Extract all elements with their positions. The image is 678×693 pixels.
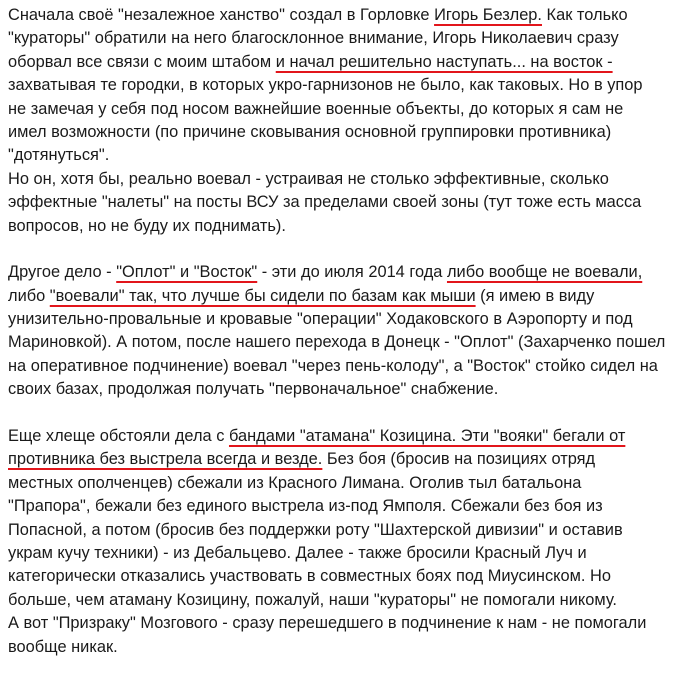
paragraph-gap [8,402,674,425]
text-segment: Но он, хотя бы, реально воевал - устраивая не столько эффективные, сколько [8,169,609,188]
text-segment: Мариновкой). А потом, после нашего перехода в Донецк - "Оплот" (Захарченко пошел [8,333,666,352]
text-line [8,4,674,27]
text-line [8,565,674,588]
text-segment: "кураторы" обратили на него благосклонное внимание, Игорь Николаевич сразу [8,29,619,48]
article-text [8,4,674,659]
paragraph [8,261,674,401]
text-line [8,612,674,635]
highlighted-phrase: либо вообще не воевали, [446,263,643,282]
highlighted-phrase: "Оплот" и "Восток" [116,263,258,282]
text-segment: А вот "Призраку" Мозгового - сразу перешедшего в подчинение к нам - не помогали [8,614,647,633]
text-line [8,425,674,448]
text-segment: местных ополченцев) сбежали из Красного Лимана. Оголив тыл батальона [8,473,582,492]
text-segment: "Прапора", бежали без единого выстрела из-под Ямполя. Сбежали без боя из [8,497,603,516]
text-line [8,261,674,284]
text-line [8,74,674,97]
text-segment: Без боя (бросив на позициях отряд [322,450,596,469]
text-segment: не замечая у себя под носом важнейшие военные объекты, до которых я сам не [8,99,624,118]
text-line [8,448,674,471]
text-segment: Другое дело - [8,263,117,282]
text-segment: украм кучу техники) - из Дебальцево. Далее - также бросили Красный Луч и [8,543,587,562]
highlighted-phrase: "воевали" так, что лучше бы сидели по базам как мыши [49,286,476,305]
text-line [8,27,674,50]
text-line [8,542,674,565]
text-line [8,472,674,495]
text-segment: - эти до июля 2014 года [257,263,447,282]
text-segment: больше, чем атаману Козицину, пожалуй, наши "кураторы" не помогали никому. [8,590,617,609]
text-line [8,495,674,518]
text-segment: эффектные "налеты" на посты ВСУ за пределами своей зоны (тут тоже есть масса [8,193,642,212]
text-line [8,308,674,331]
highlighted-phrase: бандами "атамана" Козицина. Эти "вояки" бегали от [228,427,626,446]
text-segment: Сначала своё "незалежное ханство" создал в Горловке [8,6,435,24]
highlighted-phrase: и начал решительно наступать... на восток - [275,52,613,71]
text-segment: Попасной, а потом (бросив без поддержки роту "Шахтерской дивизии" и оставив [8,520,623,539]
text-line [8,519,674,542]
text-line [8,589,674,612]
highlighted-phrase: противника без выстрела всегда и везде. [8,450,323,469]
text-line [8,98,674,121]
highlighted-phrase: Игорь Безлер. [434,6,542,24]
text-segment: Как только [541,6,628,24]
text-line [8,191,674,214]
text-line [8,168,674,191]
text-segment: Еще хлеще обстояли дела с [8,427,229,446]
text-line [8,285,674,308]
text-segment: оборвал все связи с моим штабом [8,52,276,71]
text-segment: захватывая те городки, в которых укро-гарнизонов не было, как таковых. Но в упор [8,76,643,95]
text-line [8,215,674,238]
text-line [8,121,674,144]
text-line [8,331,674,354]
text-line [8,378,674,401]
paragraph [8,425,674,659]
text-segment: (я имею в виду [475,286,595,305]
text-segment: "дотянуться". [8,146,110,165]
text-segment: вопросов, но не буду их поднимать). [8,216,286,235]
paragraph [8,4,674,238]
text-segment: вообще никак. [8,637,118,656]
text-line [8,51,674,74]
text-segment: унизительно-провальные и кровавые "операции" Ходаковского в Аэропорту и под [8,310,633,329]
text-segment: категорически отказались участвовать в совместных боях под Миусинском. Но [8,567,611,586]
paragraph-gap [8,238,674,261]
text-segment: своих базах, продолжая получать "первоначальное" снабжение. [8,380,499,399]
text-line [8,355,674,378]
text-segment: имел возможности (по причине сковывания основной группировки противника) [8,122,612,141]
text-line [8,144,674,167]
text-line [8,636,674,659]
text-segment: либо [8,286,50,305]
text-segment: на оперативное подчинение) воевал "через пень-колоду", а "Восток" стойко сидел на [8,356,658,375]
